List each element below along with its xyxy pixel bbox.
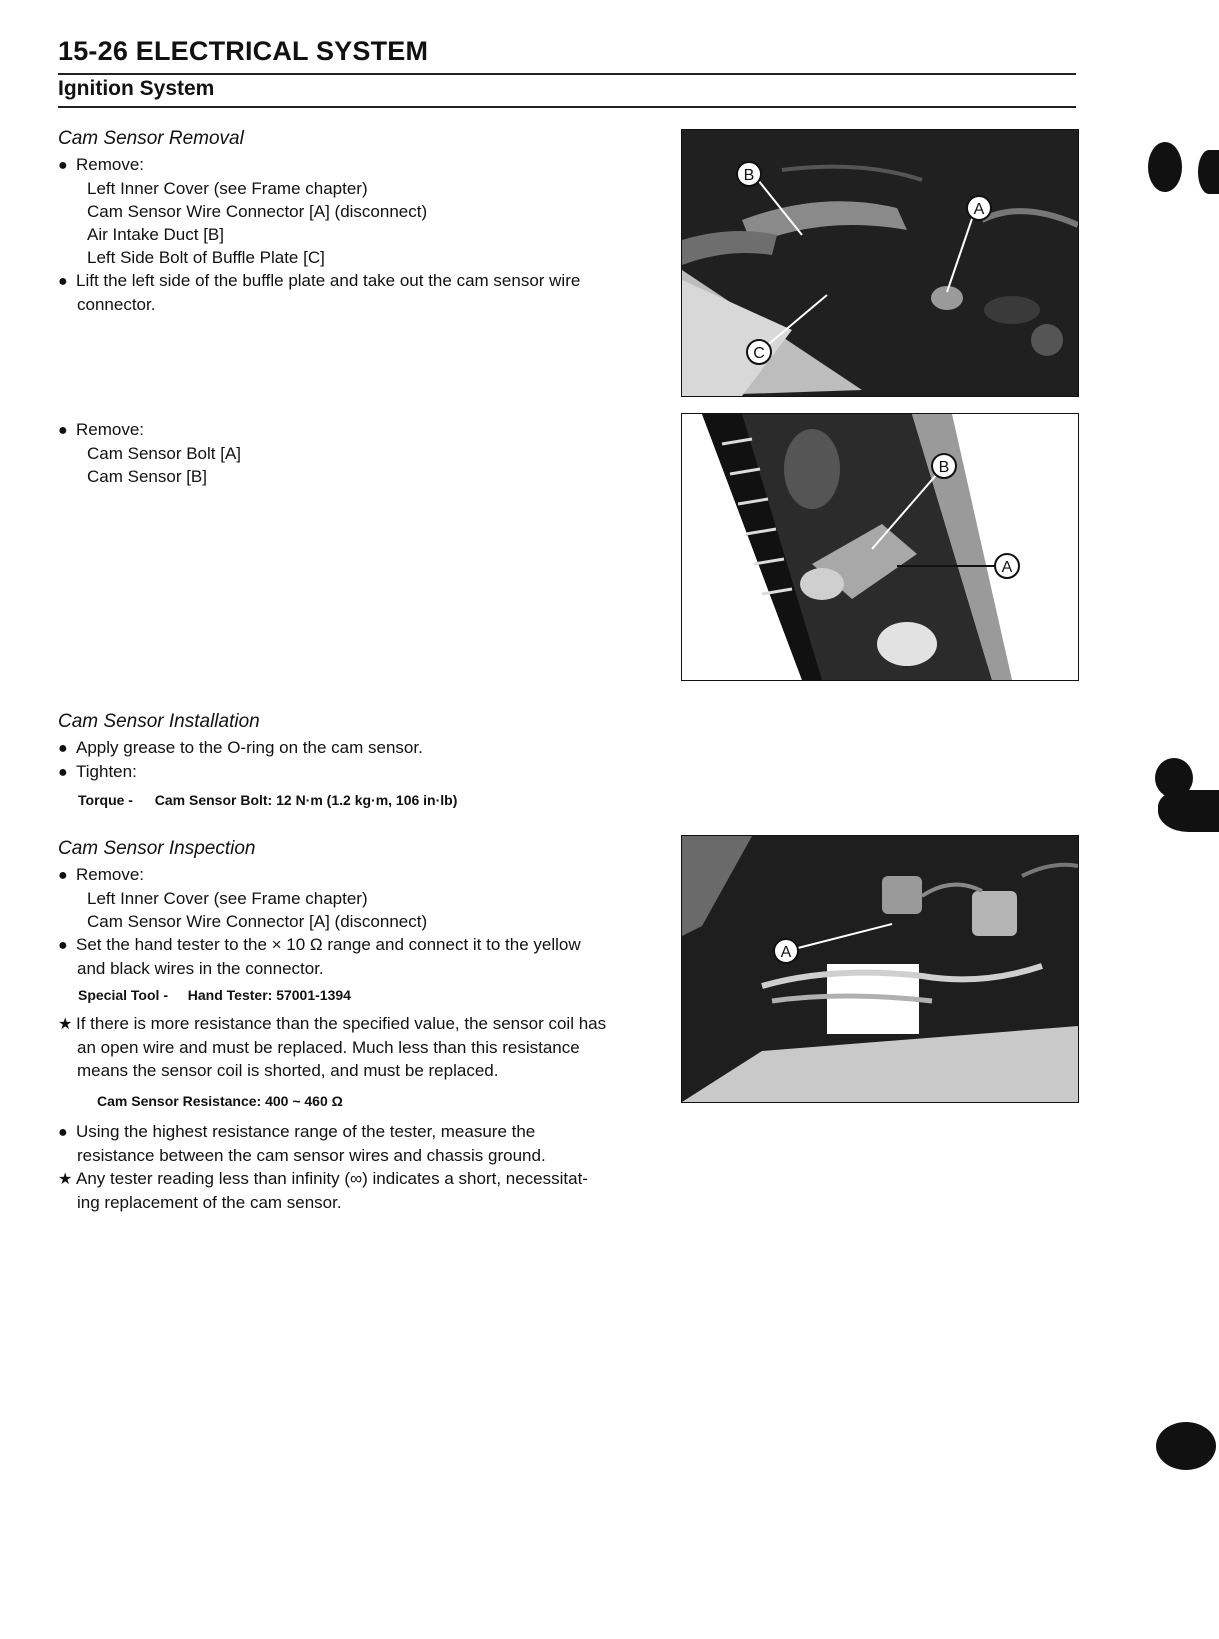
list-item: ● Using the highest resistance range of the tester, measure the: [58, 1120, 588, 1144]
photo-removal-drawing: [682, 130, 1078, 396]
list-item: Left Inner Cover (see Frame chapter): [87, 179, 368, 198]
list-item: connector.: [77, 295, 156, 314]
inspection-list: [58, 863, 581, 980]
installation-list: [58, 736, 423, 784]
removal-title: Cam Sensor Removal: [58, 128, 244, 149]
list-item: ● Tighten:: [58, 760, 423, 784]
torque-spec: Torque - Cam Sensor Bolt: 12 N·m (1.2 kg·m, 106 in·lb): [78, 792, 458, 808]
removal-list-2: [58, 418, 241, 488]
list-item: Cam Sensor Bolt [A]: [87, 444, 242, 463]
removal-list: [58, 153, 580, 316]
list-item: Cam Sensor [B]: [87, 467, 207, 486]
list-item: and black wires in the connector.: [77, 959, 324, 978]
edge-tab-mark: [1156, 1422, 1216, 1470]
list-item: ● Remove:: [58, 153, 580, 177]
star-icon: ★: [58, 1016, 73, 1033]
ground-check-list: [58, 1120, 588, 1214]
star-icon: ★: [58, 1171, 73, 1188]
resistance-spec: Cam Sensor Resistance: 400 ~ 460 Ω: [97, 1093, 343, 1109]
list-item: resistance between the cam sensor wires and chassis ground.: [77, 1146, 546, 1165]
list-item: ★ If there is more resistance than the specified value, the sensor coil has: [58, 1012, 606, 1036]
special-tool-spec: Special Tool - Hand Tester: 57001-1394: [78, 987, 351, 1003]
callout-label: A: [973, 201, 985, 218]
callout-label: B: [938, 459, 950, 476]
list-item: ● Apply grease to the O-ring on the cam sensor.: [58, 736, 423, 760]
inspection-title: Cam Sensor Inspection: [58, 838, 256, 859]
installation-title: Cam Sensor Installation: [58, 711, 260, 732]
list-item: Left Side Bolt of Buffle Plate [C]: [87, 248, 325, 267]
photo-cam-sensor-bolt: [681, 413, 1079, 681]
bullet-icon: ●: [58, 937, 68, 954]
list-item: ● Remove:: [58, 418, 241, 442]
callout-label: A: [780, 944, 792, 961]
edge-tab-mark: [1198, 150, 1219, 194]
section-title: Ignition System: [58, 77, 215, 100]
list-item: ● Set the hand tester to the × 10 Ω range and connect it to the yellow: [58, 933, 581, 957]
list-item: Cam Sensor Wire Connector [A] (disconnect): [87, 202, 428, 221]
photo-cam-sensor-connector: [681, 835, 1079, 1103]
list-item: an open wire and must be replaced. Much less than this resistance: [77, 1038, 580, 1057]
list-item: Cam Sensor Wire Connector [A] (disconnect): [87, 912, 428, 931]
bullet-icon: ●: [58, 273, 68, 290]
callout-label: C: [753, 345, 765, 362]
list-item: ing replacement of the cam sensor.: [77, 1193, 342, 1212]
photo-bolt-drawing: [682, 414, 1078, 680]
edge-tab-mark: [1158, 790, 1219, 832]
header-rule: [58, 73, 1076, 75]
bullet-icon: ●: [58, 867, 68, 884]
coil-note: [58, 1012, 606, 1082]
callout-label: B: [743, 167, 755, 184]
edge-tab-mark: [1148, 142, 1182, 192]
bullet-icon: ●: [58, 764, 68, 781]
bullet-icon: ●: [58, 422, 68, 439]
section-rule: [58, 106, 1076, 108]
page-title: 15-26 ELECTRICAL SYSTEM: [58, 36, 429, 66]
callout-label: A: [1001, 559, 1013, 576]
bullet-icon: ●: [58, 157, 68, 174]
list-item: ★ Any tester reading less than infinity (∞) indicates a short, necessitat-: [58, 1167, 588, 1191]
list-item: means the sensor coil is shorted, and must be replaced.: [77, 1061, 499, 1080]
list-item: ● Lift the left side of the buffle plate and take out the cam sensor wire: [58, 269, 580, 293]
photo-connector-drawing: [682, 836, 1078, 1102]
bullet-icon: ●: [58, 1124, 68, 1141]
list-item: Air Intake Duct [B]: [87, 225, 224, 244]
bullet-icon: ●: [58, 740, 68, 757]
list-item: Left Inner Cover (see Frame chapter): [87, 889, 368, 908]
photo-cam-sensor-removal: [681, 129, 1079, 397]
list-item: ● Remove:: [58, 863, 581, 887]
